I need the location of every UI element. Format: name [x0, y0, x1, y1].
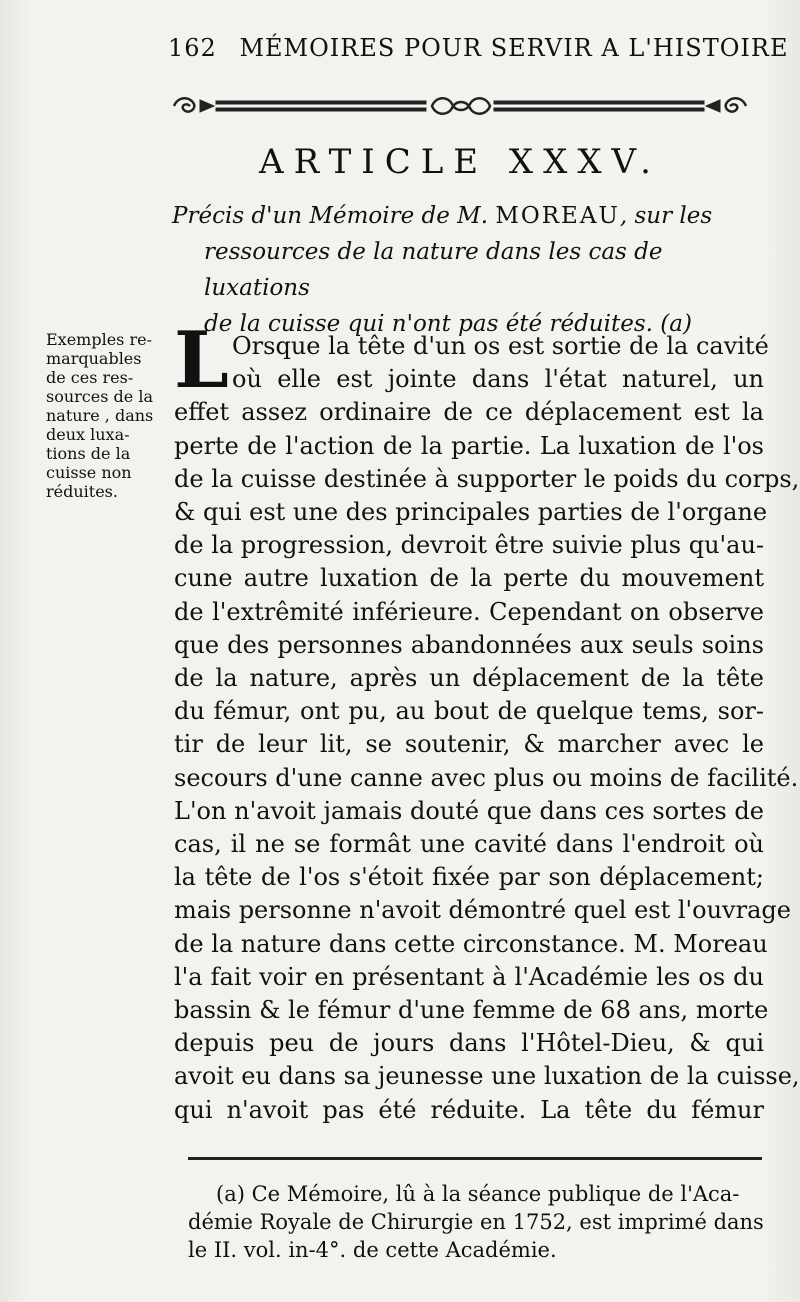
ornamental-rule — [170, 92, 750, 120]
body-line: de la cuisse destinée à supporter le poids du corps, — [174, 464, 800, 493]
body-text — [174, 330, 800, 1127]
margin-note-line: tions de la — [46, 444, 131, 463]
footnote — [188, 1180, 768, 1264]
margin-note-line: marquables — [46, 349, 142, 368]
margin-note-line: Exemples re- — [46, 330, 152, 349]
body-line: de la nature, après un déplacement de la tête — [174, 664, 764, 693]
summary-text: Précis d'un Mémoire de M. — [172, 203, 496, 229]
summary-line — [172, 198, 762, 234]
footnote-line: le II. vol. in-4°. de cette Académie. — [188, 1238, 557, 1262]
body-line: où elle est jointe dans l'état naturel, un — [232, 365, 764, 394]
body-line: perte de l'action de la partie. La luxation de l'os — [174, 431, 764, 460]
body-line: & qui est une des principales parties de l'organe — [174, 498, 768, 527]
body-line: la tête de l'os s'étoit fixée par son déplacement; — [174, 863, 764, 892]
body-line: cune autre luxation de la perte du mouvement — [174, 564, 764, 593]
article-title: ARTICLE XXXV. — [259, 142, 661, 182]
article-summary — [172, 198, 762, 342]
body-line: l'a fait voir en présentant à l'Académie les os du — [174, 962, 764, 991]
body-line: de l'extrêmité inférieure. Cependant on observe — [174, 597, 764, 626]
body-line: de la progression, devroit être suivie plus qu'au- — [174, 531, 765, 560]
body-line: secours d'une canne avec plus ou moins de facilité. — [174, 763, 799, 792]
body-line: qui n'avoit pas été réduite. La tête du fémur — [174, 1095, 764, 1124]
summary-text: , sur les — [619, 203, 713, 229]
footnote-divider — [188, 1157, 762, 1160]
body-line: tir de leur lit, se soutenir, & marcher avec le — [174, 730, 764, 759]
body-line: avoit eu dans sa jeunesse une luxation de la cuisse, — [174, 1062, 800, 1091]
summary-line: ressources de la nature dans les cas de luxations — [204, 239, 663, 301]
body-line: du fémur, ont pu, au bout de quelque tems, sor- — [174, 697, 764, 726]
author-name: MOREAU — [495, 203, 620, 229]
running-title: MÉMOIRES POUR SERVIR A L'HISTOIRE — [239, 34, 789, 62]
body-line: que des personnes abandonnées aux seuls soins — [174, 630, 764, 659]
margin-note-line: nature , dans — [46, 406, 154, 425]
footnote-line: (a) Ce Mémoire, lû à la séance publique de l'Aca- — [216, 1182, 740, 1206]
margin-note-line: de ces res- — [46, 368, 134, 387]
page-number: 162 — [168, 34, 217, 62]
margin-note — [46, 330, 168, 501]
drop-cap: L — [174, 315, 229, 406]
summary-line: de la cuisse qui n'ont pas été réduites. (a) — [204, 311, 692, 337]
body-line: bassin & le fémur d'une femme de 68 ans, morte — [174, 996, 769, 1025]
body-line: cas, il ne se formât une cavité dans l'endroit où — [174, 830, 764, 859]
body-line: effet assez ordinaire de ce déplacement est la — [174, 398, 764, 427]
margin-note-line: réduites. — [46, 482, 118, 501]
body-line: L'on n'avoit jamais douté que dans ces sortes de — [174, 796, 764, 825]
body-line: depuis peu de jours dans l'Hôtel-Dieu, & qui — [174, 1029, 764, 1058]
body-line: Orsque la tête d'un os est sortie de la cavité — [232, 332, 769, 360]
body-line: mais personne n'avoit démontré quel est l'ouvrage — [174, 896, 791, 925]
margin-note-line: sources de la — [46, 387, 153, 406]
body-line: de la nature dans cette circonstance. M. Moreau — [174, 929, 768, 958]
margin-note-line: deux luxa- — [46, 425, 130, 444]
margin-note-line: cuisse non — [46, 463, 132, 482]
running-head — [168, 34, 789, 62]
footnote-line: démie Royale de Chirurgie en 1752, est imprimé dans — [188, 1210, 764, 1234]
